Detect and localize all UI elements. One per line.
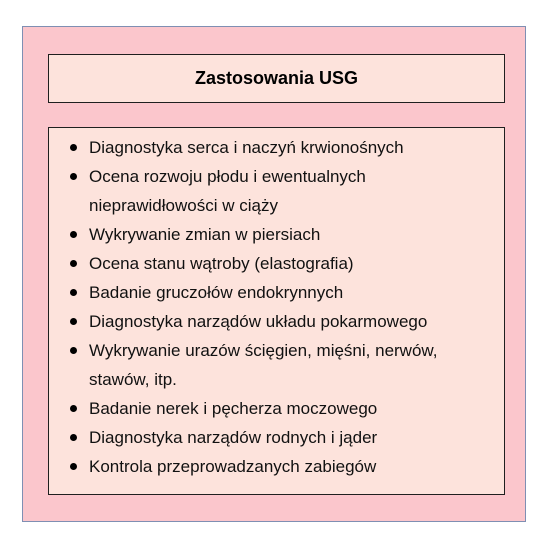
list-item-text: Kontrola przeprowadzanych zabiegów <box>89 457 377 476</box>
bullet-icon <box>70 260 77 267</box>
list-item-text: Ocena stanu wątroby (elastografia) <box>89 254 354 273</box>
bullet-icon <box>70 434 77 441</box>
list-item <box>49 162 504 220</box>
list-item <box>49 423 504 452</box>
bullet-icon <box>70 173 77 180</box>
bullet-icon <box>70 405 77 412</box>
list-item <box>49 220 504 249</box>
list-item-text: Ocena rozwoju płodu i ewentualnych nieprawidłowości w ciąży <box>89 167 366 215</box>
list-item <box>49 452 504 481</box>
list-item <box>49 133 504 162</box>
bullet-icon <box>70 347 77 354</box>
applications-list <box>49 128 504 481</box>
list-item <box>49 307 504 336</box>
applications-list-box <box>48 127 505 495</box>
list-item-text: Badanie nerek i pęcherza moczowego <box>89 399 378 418</box>
bullet-icon <box>70 318 77 325</box>
bullet-icon <box>70 289 77 296</box>
list-item <box>49 336 504 394</box>
bullet-icon <box>70 144 77 151</box>
outer-panel <box>22 26 526 522</box>
list-item <box>49 249 504 278</box>
list-item-text: Diagnostyka serca i naczyń krwionośnych <box>89 138 404 157</box>
page-title: Zastosowania USG <box>194 68 359 88</box>
bullet-icon <box>70 463 77 470</box>
list-item-text: Diagnostyka narządów rodnych i jąder <box>89 428 378 447</box>
bullet-icon <box>70 231 77 238</box>
list-item-text: Wykrywanie zmian w piersiach <box>89 225 321 244</box>
list-item-text: Badanie gruczołów endokrynnych <box>89 283 344 302</box>
title-box <box>48 54 505 103</box>
list-item-text: Diagnostyka narządów układu pokarmowego <box>89 312 428 331</box>
list-item <box>49 394 504 423</box>
list-item-text: Wykrywanie urazów ścięgien, mięśni, nerwów, stawów, itp. <box>89 341 438 389</box>
list-item <box>49 278 504 307</box>
